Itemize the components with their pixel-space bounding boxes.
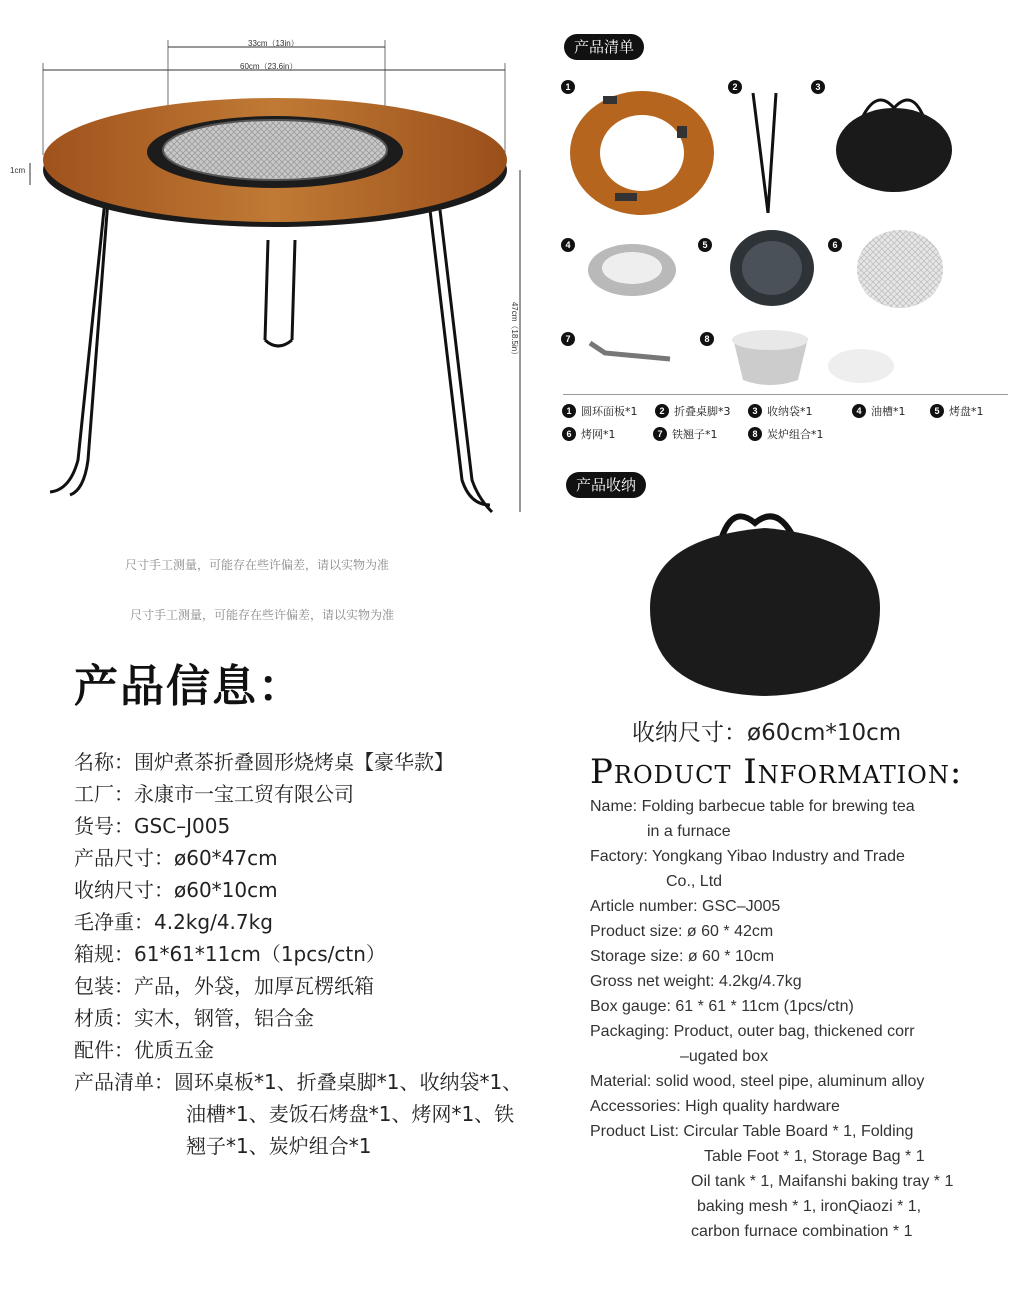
cn-info-accessories: 配件：优质五金: [74, 1038, 214, 1062]
marker-1: 1: [561, 80, 575, 94]
dimension-height: 47cm（18.5in）: [510, 301, 520, 360]
marker-5: 5: [698, 238, 712, 252]
en-info-list-4: baking mesh * 1, ironQiaozi * 1,: [697, 1198, 922, 1215]
baking-tray-image: [728, 228, 816, 308]
cn-info-title: 产品信息：: [74, 661, 304, 712]
legend-item-6: 6 烤网*1: [562, 426, 616, 442]
cn-info-list-2: 油槽*1、麦饭石烤盘*1、烤网*1、铁: [186, 1102, 515, 1126]
legend-item-5: 5 烤盘*1: [930, 403, 984, 419]
cn-info-packaging: 包装：产品，外袋，加厚瓦楞纸箱: [74, 974, 374, 998]
cn-info-list-3: 翘子*1、炭炉组合*1: [186, 1134, 372, 1158]
en-info-name-cont: in a furnace: [647, 823, 731, 840]
cn-info-storage-size: 收纳尺寸：ø60*10cm: [74, 878, 278, 902]
cn-info-factory: 工厂：永康市一宝工贸有限公司: [74, 782, 354, 806]
legend-item-1: 1 圆环面板*1: [562, 403, 638, 419]
en-info-box: Box gauge: 61 * 61 * 11cm (1pcs/ctn): [590, 998, 854, 1015]
table-illustration: [0, 30, 560, 530]
en-info-title: Product Information:: [590, 752, 963, 792]
en-info-product-size: Product size: ø 60 * 42cm: [590, 923, 774, 940]
en-info-list-2: Table Foot * 1, Storage Bag * 1: [704, 1148, 925, 1165]
marker-4: 4: [561, 238, 575, 252]
marker-3: 3: [811, 80, 825, 94]
en-info-packaging-cont: –ugated box: [680, 1048, 769, 1065]
iron-lever-image: [585, 335, 675, 370]
dimension-thickness: 1cm: [10, 166, 26, 175]
baking-mesh-image: [855, 228, 945, 310]
cn-info-product-size: 产品尺寸：ø60*47cm: [74, 846, 278, 870]
oil-tank-image: [585, 240, 680, 300]
storage-bag-small-image: [832, 88, 957, 198]
legend-item-8: 8 炭炉组合*1: [748, 426, 824, 442]
legend-item-3: 3 收纳袋*1: [748, 403, 813, 419]
en-info-name: Name: Folding barbecue table for brewing tea: [590, 798, 915, 815]
ring-panel-image: [565, 88, 720, 218]
en-info-list-5: carbon furnace combination * 1: [691, 1223, 913, 1240]
cn-info-weight: 毛净重：4.2kg/4.7kg: [74, 910, 273, 934]
cn-info-name: 名称：围炉煮茶折叠圆形烧烤桌【豪华款】: [74, 750, 454, 774]
storage-size-caption: 收纳尺寸：ø60cm*10cm: [632, 720, 902, 746]
legend-item-4: 4 油槽*1: [852, 403, 906, 419]
en-info-list-3: Oil tank * 1, Maifanshi baking tray * 1: [691, 1173, 954, 1190]
en-info-material: Material: solid wood, steel pipe, aluminum alloy: [590, 1073, 925, 1090]
en-info-weight: Gross net weight: 4.2kg/4.7kg: [590, 973, 802, 990]
measure-note-1: 尺寸手工测量，可能存在些许偏差，请以实物为准: [125, 558, 390, 572]
en-info-accessories: Accessories: High quality hardware: [590, 1098, 840, 1115]
en-info-storage-size: Storage size: ø 60 * 10cm: [590, 948, 775, 965]
charcoal-stove-image: [728, 328, 898, 388]
cn-info-list-1: 产品清单：圆环桌板*1、折叠桌脚*1、收纳袋*1、: [74, 1070, 523, 1094]
dimension-width-inner: 33cm（13in）: [248, 39, 299, 48]
en-info-factory: Factory: Yongkang Yibao Industry and Trade: [590, 848, 905, 865]
folding-leg-image: [748, 88, 793, 218]
storage-heading: 产品收纳: [566, 472, 646, 498]
en-info-packaging: Packaging: Product, outer bag, thickened corr: [590, 1023, 915, 1040]
cn-info-article: 货号：GSC–J005: [74, 814, 231, 838]
en-info-list-1: Product List: Circular Table Board * 1, Folding: [590, 1123, 914, 1140]
legend-item-7: 7 铁翘子*1: [653, 426, 718, 442]
legend-item-2: 2 折叠桌脚*3: [655, 403, 731, 419]
storage-bag-image: [645, 498, 885, 703]
en-info-factory-cont: Co., Ltd: [666, 873, 723, 890]
marker-6: 6: [828, 238, 842, 252]
marker-7: 7: [561, 332, 575, 346]
cn-info-box: 箱规：61*61*11cm（1pcs/ctn）: [74, 942, 386, 966]
marker-2: 2: [728, 80, 742, 94]
measure-note-2: 尺寸手工测量，可能存在些许偏差，请以实物为准: [130, 608, 395, 622]
en-info-article: Article number: GSC–J005: [590, 898, 781, 915]
contents-divider: [563, 394, 1008, 395]
marker-8: 8: [700, 332, 714, 346]
cn-info-material: 材质：实木，钢管，铝合金: [74, 1006, 314, 1030]
dimension-width-outer: 60cm（23.6in）: [240, 62, 298, 71]
contents-heading: 产品清单: [564, 34, 644, 60]
